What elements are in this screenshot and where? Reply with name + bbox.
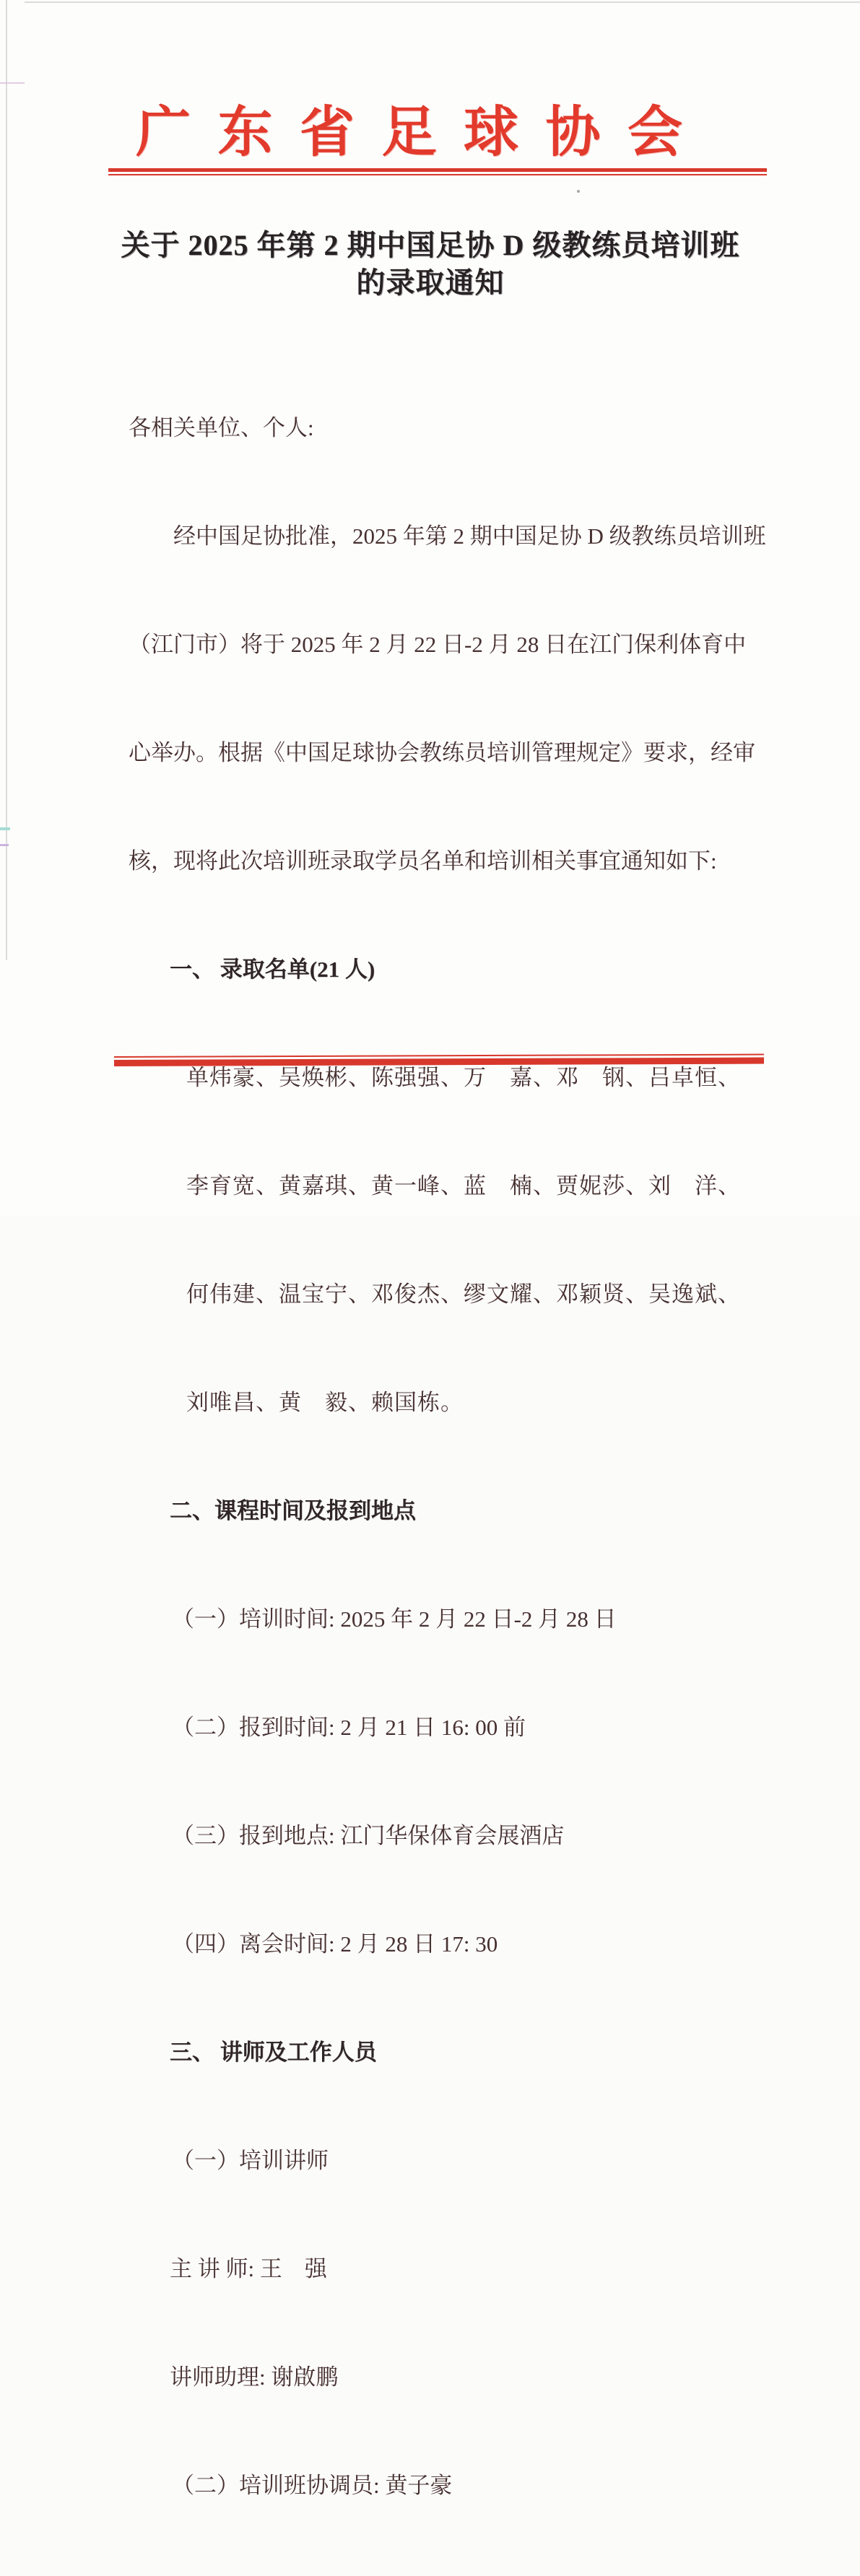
schedule-item-training-time: （一）培训时间: 2025 年 2 月 22 日-2 月 28 日 — [172, 1606, 617, 1632]
admitted-names-line: 单炜豪、吴焕彬、陈强强、万 嘉、邓 钢、吕卓恒、 — [186, 1065, 741, 1090]
section-heading-admission-list: 一、 录取名单(21 人) — [170, 957, 375, 982]
document-title — [105, 227, 755, 302]
paragraph-line: 经中国足协批准，2025 年第 2 期中国足协 D 级教练员培训班 — [173, 523, 766, 549]
org-char: 协 — [545, 102, 601, 163]
document-title-line2: 的录取通知 — [356, 266, 505, 299]
staff-lead-instructor: 主 讲 师: 王 强 — [170, 2256, 327, 2281]
section-heading-schedule: 二、课程时间及报到地点 — [170, 1498, 416, 1523]
greeting-line: 各相关单位、个人: — [129, 415, 314, 440]
scan-artifact-pink — [0, 82, 25, 84]
staff-assistant: 讲师助理: 谢啟鹏 — [170, 2364, 339, 2390]
document-body — [129, 338, 766, 2576]
org-char: 足 — [381, 102, 437, 163]
paragraph-line: （江门市）将于 2025 年 2 月 22 日-2 月 28 日在江门保利体育中 — [129, 632, 747, 657]
scan-edge-artifact-left — [6, 0, 7, 960]
org-char: 球 — [464, 102, 518, 163]
admitted-names-line: 何伟建、温宝宁、邓俊杰、缪文耀、邓颖贤、吴逸斌、 — [186, 1282, 741, 1307]
schedule-item-checkin-place: （三）报到地点: 江门华保体育会展酒店 — [172, 1823, 565, 1848]
document-title-line1: 关于 2025 年第 2 期中国足协 D 级教练员培训班 — [121, 229, 740, 261]
org-char: 广 — [136, 102, 191, 163]
org-char: 东 — [217, 102, 273, 163]
admitted-names-line: 刘唯昌、黄 毅、赖国栋。 — [186, 1390, 464, 1415]
section-heading-staff: 三、 讲师及工作人员 — [170, 2040, 377, 2065]
organization-letterhead — [136, 94, 682, 163]
schedule-item-leave-time: （四）离会时间: 2 月 28 日 17: 30 — [172, 1931, 498, 1957]
org-char: 省 — [300, 102, 355, 163]
staff-item-trainers: （一）培训讲师 — [172, 2148, 329, 2173]
paragraph-line: 心举办。根据《中国足球协会教练员培训管理规定》要求，经审 — [129, 740, 755, 765]
org-char: 会 — [627, 102, 682, 163]
staff-coordinator: （二）培训班协调员: 黄子豪 — [172, 2473, 453, 2498]
scan-edge-artifact-top — [25, 1, 860, 3]
letterhead-divider — [108, 168, 767, 175]
admitted-names-line: 李育宽、黄嘉琪、黄一峰、蓝 楠、贾妮莎、刘 洋、 — [186, 1173, 741, 1198]
scan-dot-artifact — [577, 190, 580, 193]
scan-artifact-purple — [0, 844, 9, 846]
schedule-item-checkin-time: （二）报到时间: 2 月 21 日 16: 00 前 — [172, 1715, 526, 1740]
divider-thin-line — [108, 174, 767, 175]
scan-artifact-teal — [0, 827, 10, 830]
paragraph-line: 核，现将此次培训班录取学员名单和培训相关事宜通知如下: — [129, 848, 717, 874]
